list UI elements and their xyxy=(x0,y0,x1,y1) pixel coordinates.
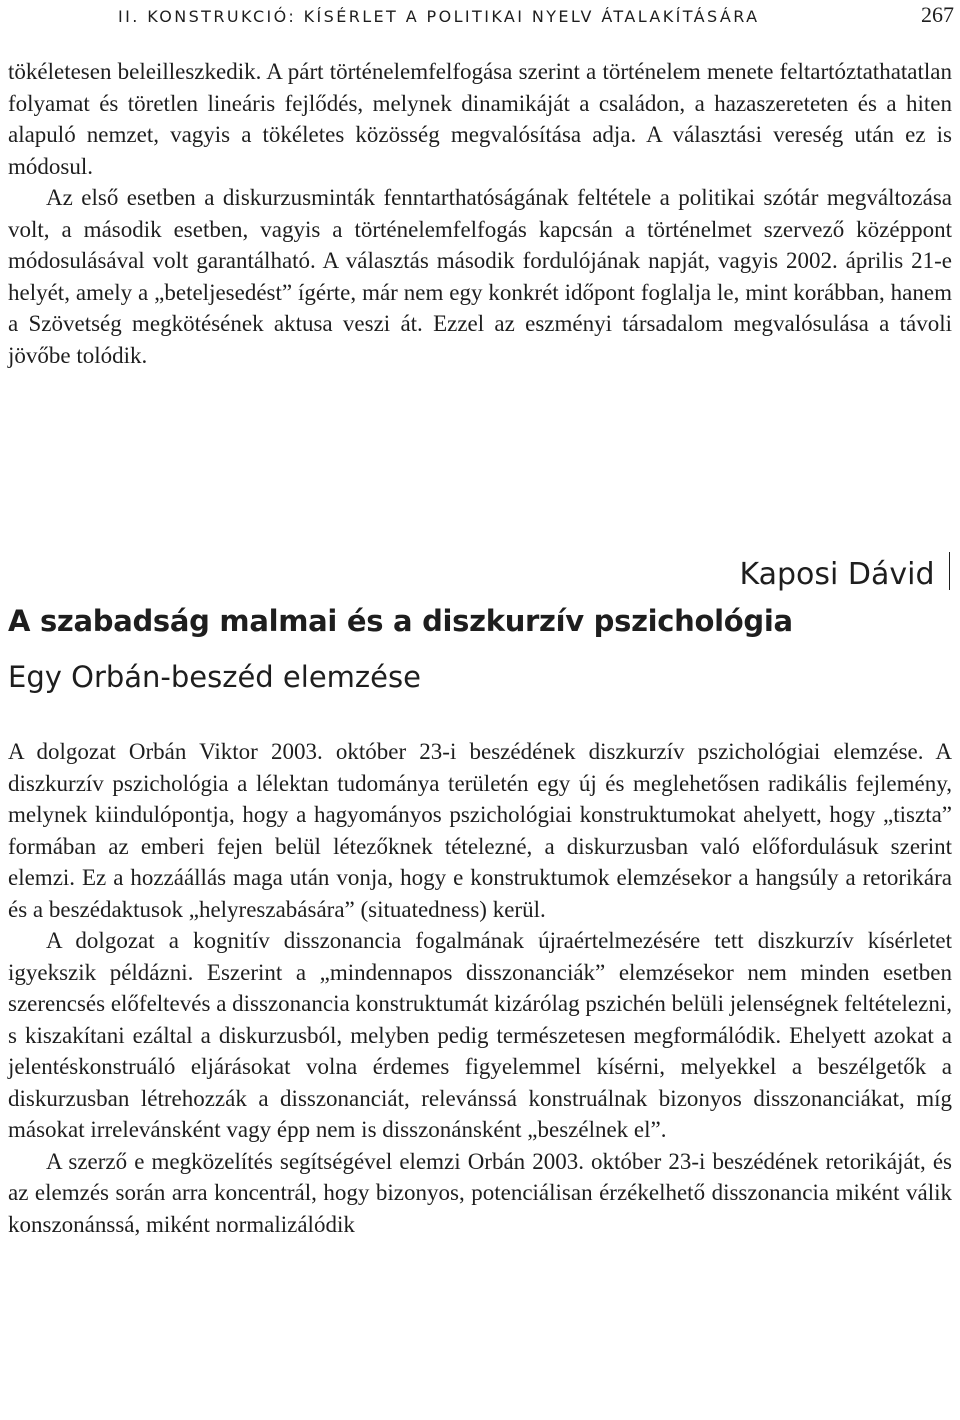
running-title: II. KONSTRUKCIÓ: KÍSÉRLET A POLITIKAI NYELV ÁTALAKÍTÁSÁRA xyxy=(118,7,760,26)
paragraph: tökéletesen beleilleszkedik. A párt történelemfelfogása szerint a történelem menete feltartóztathatatlan folyamat és töretlen lineáris fejlődés, melynek dinamikáját a családon, a hazaszereteten és a hiten alapuló nemzet, vagyis a tökéletes közösség megvalósítása adja. A választási vereség után ez is módosul. xyxy=(8,59,952,179)
author-name: Kaposi Dávid xyxy=(739,557,935,592)
paragraph: A dolgozat Orbán Viktor 2003. október 23-i beszédének diszkurzív pszichológiai elemzése. A diszkurzív pszichológia a lélektan tudománya területén egy új és meglehetősen radikális fejlemény, melynek kiindulópontja, hogy a hagyományos pszichológiai konstruktumokat ahelyett, hogy „tiszta” formában az emberi fejen belül létezőknek tételezné, a diskurzusban való előfordulásuk szerint elemzi. Ez a hozzáállás maga után vonja, hogy e konstruktumok elemzésekor a hangsúly a retorikára és a beszédaktusok „helyreszabására” (situatedness) kerül. xyxy=(8,739,952,922)
paragraph: A dolgozat a kognitív disszonancia fogalmának újraértelmezésére tett diszkurzív kísérletet igyekszik példázni. Eszerint a „mindennapos disszonanciák” elemzésekor nem minden esetben szerencsés előfeltevés a disszonancia konstruktumát kizárólag pszichén belüli jelenségnek feltételezni, s kiszakítani ezáltal a diskurzusból, melyben pedig természetesen megformálódik. Ehelyett azokat a jelentéskonstruáló eljárásokat volna érdemes figyelemmel kísérni, melyekkel a beszélgetők a diskurzusban létrehozzák a disszonanciát, relevánssá konstruálnak bizonyos disszonanciákat, míg másokat irrelevánsként vagy épp nem is disszonánsként „beszélnek el”. xyxy=(8,928,952,1142)
running-header xyxy=(0,0,960,34)
article-abstract xyxy=(8,736,952,1240)
page-number: 267 xyxy=(921,2,954,27)
author-line xyxy=(739,552,950,592)
article-subtitle: Egy Orbán-beszéd elemzése xyxy=(8,660,421,694)
author-divider xyxy=(949,552,951,590)
previous-article-text xyxy=(8,56,952,371)
article-title: A szabadság malmai és a diszkurzív pszichológia xyxy=(8,604,793,638)
paragraph: Az első esetben a diskurzusminták fenntarthatóságának feltétele a politikai szótár megváltozása volt, a második esetben, vagyis a történelemfelfogás kapcsán a történelmet szervező középpont módosulásával volt garantálható. A választás második fordulójának napját, vagyis 2002. április 21-e helyét, amely a „beteljesedést” ígérte, már nem egy konkrét időpont foglalja le, mint korábban, hanem a Szövetség megkötésének aktusa veszi át. Ezzel az eszményi társadalom megvalósulása a távoli jövőbe tolódik. xyxy=(8,185,952,368)
paragraph: A szerző e megközelítés segítségével elemzi Orbán 2003. október 23-i beszédének retorikáját, és az elemzés során arra koncentrál, hogy bizonyos, potenciálisan érzékelhető disszonancia miként válik konszonánssá, miként normalizálódik xyxy=(8,1148,952,1237)
